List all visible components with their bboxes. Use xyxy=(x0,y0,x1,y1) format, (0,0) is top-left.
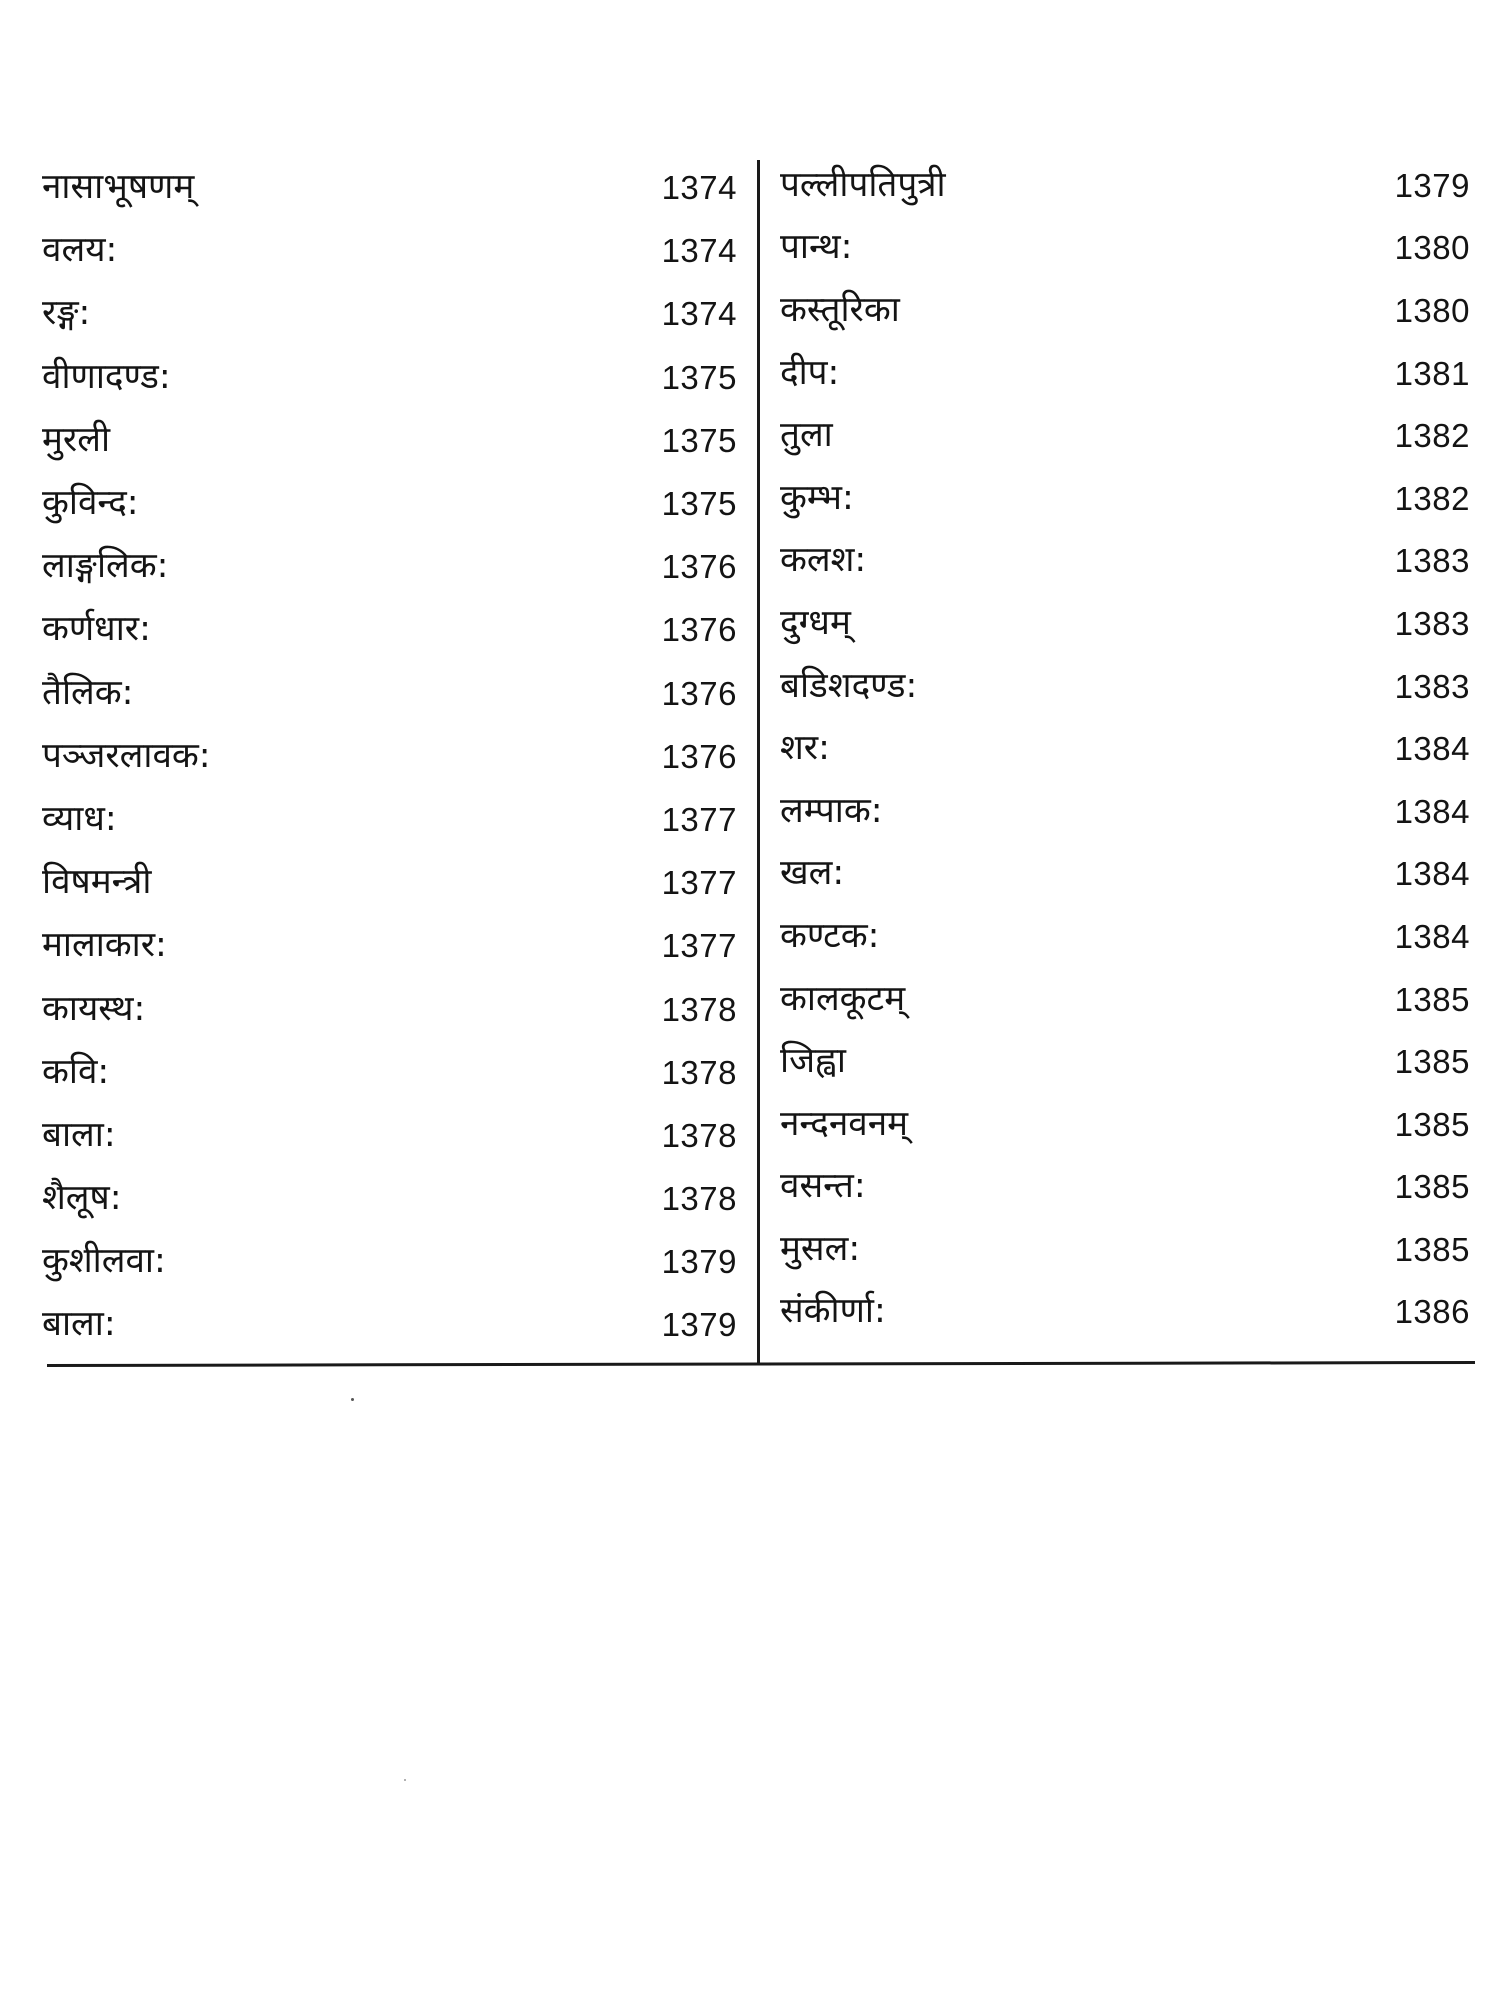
entry-term: कायस्थ: xyxy=(42,988,146,1029)
entry-term: नासाभूषणम् xyxy=(42,167,195,208)
entry-term: व्याध: xyxy=(42,798,117,839)
entry-term: लाङ्गलिक: xyxy=(42,546,169,587)
index-entry xyxy=(42,535,737,598)
scan-speck xyxy=(351,1398,354,1401)
index-entry xyxy=(780,404,1470,467)
entry-term: पञ्जरलावक: xyxy=(42,735,211,776)
entry-page-number: 1384 xyxy=(1394,792,1470,830)
index-entry xyxy=(42,472,737,535)
entry-term: खल: xyxy=(780,853,845,894)
index-entry xyxy=(42,1041,737,1104)
entry-page-number: 1385 xyxy=(1394,1043,1470,1081)
entry-term: जिह्वा xyxy=(780,1041,846,1082)
index-entry xyxy=(42,1293,737,1356)
index-entry xyxy=(780,1218,1470,1281)
entry-term: कुविन्द: xyxy=(42,483,139,524)
entry-term: कर्णधार: xyxy=(42,609,151,650)
bottom-rule xyxy=(47,1361,1475,1367)
entry-page-number: 1383 xyxy=(1394,667,1470,705)
entry-page-number: 1378 xyxy=(661,1116,737,1154)
entry-page-number: 1385 xyxy=(1394,980,1470,1018)
index-entry xyxy=(42,851,737,914)
index-entry xyxy=(780,1030,1470,1093)
index-entry xyxy=(42,346,737,409)
index-entry xyxy=(42,282,737,345)
entry-page-number: 1386 xyxy=(1394,1293,1470,1331)
entry-page-number: 1382 xyxy=(1394,417,1470,455)
entry-page-number: 1379 xyxy=(1394,166,1470,204)
entry-page-number: 1384 xyxy=(1394,917,1470,955)
entry-term: मुरली xyxy=(42,419,111,460)
entry-page-number: 1376 xyxy=(661,737,737,775)
entry-page-number: 1383 xyxy=(1394,604,1470,642)
entry-term: बडिशदण्ड: xyxy=(780,665,918,706)
entry-term: तैलिक: xyxy=(42,672,134,713)
entry-page-number: 1384 xyxy=(1394,855,1470,893)
entry-page-number: 1378 xyxy=(661,1053,737,1091)
entry-page-number: 1376 xyxy=(661,674,737,712)
entry-term: कवि: xyxy=(42,1051,110,1092)
entry-page-number: 1380 xyxy=(1394,229,1470,267)
entry-page-number: 1382 xyxy=(1394,479,1470,517)
entry-term: दीप: xyxy=(780,352,840,393)
index-entry xyxy=(780,467,1470,530)
entry-page-number: 1375 xyxy=(661,358,737,396)
index-entry xyxy=(42,219,737,282)
entry-page-number: 1379 xyxy=(661,1243,737,1281)
entry-term: कलश: xyxy=(780,540,867,581)
entry-term: मुसल: xyxy=(780,1228,861,1269)
index-entry xyxy=(780,530,1470,593)
entry-page-number: 1379 xyxy=(661,1306,737,1344)
entry-page-number: 1377 xyxy=(661,927,737,965)
entry-page-number: 1375 xyxy=(661,485,737,523)
index-entry xyxy=(780,655,1470,718)
index-column-right xyxy=(780,154,1470,1343)
entry-term: बाला: xyxy=(42,1114,116,1155)
index-entry xyxy=(42,156,737,219)
entry-page-number: 1385 xyxy=(1394,1230,1470,1268)
index-entry xyxy=(780,1156,1470,1219)
entry-term: तुला xyxy=(780,415,833,456)
index-entry xyxy=(780,279,1470,342)
entry-page-number: 1375 xyxy=(661,421,737,459)
entry-term: मालाकार: xyxy=(42,925,167,966)
entry-term: शैलूष: xyxy=(42,1178,122,1219)
entry-term: लम्पाक: xyxy=(780,790,883,831)
index-entry xyxy=(780,717,1470,780)
entry-page-number: 1378 xyxy=(661,990,737,1028)
entry-term: दुग्धम् xyxy=(780,602,851,643)
entry-page-number: 1380 xyxy=(1394,291,1470,329)
index-entry xyxy=(42,914,737,977)
entry-term: नन्दनवनम् xyxy=(780,1103,909,1144)
index-entry xyxy=(42,1230,737,1293)
entry-term: वलय: xyxy=(42,230,118,271)
index-entry xyxy=(780,154,1470,217)
entry-term: कुम्भ: xyxy=(780,477,854,518)
entry-term: कण्टक: xyxy=(780,915,880,956)
entry-page-number: 1377 xyxy=(661,800,737,838)
index-entry xyxy=(780,905,1470,968)
index-entry xyxy=(42,1167,737,1230)
entry-term: संकीर्णा: xyxy=(780,1291,886,1332)
index-entry xyxy=(42,725,737,788)
index-entry xyxy=(42,598,737,661)
index-entry xyxy=(42,409,737,472)
index-entry xyxy=(780,968,1470,1031)
entry-page-number: 1383 xyxy=(1394,542,1470,580)
entry-page-number: 1374 xyxy=(661,232,737,270)
entry-term: कालकूटम् xyxy=(780,978,906,1019)
index-column-left xyxy=(42,156,737,1357)
index-entry xyxy=(780,843,1470,906)
index-entry xyxy=(780,217,1470,280)
entry-page-number: 1378 xyxy=(661,1180,737,1218)
index-entry xyxy=(42,1104,737,1167)
entry-page-number: 1377 xyxy=(661,864,737,902)
entry-page-number: 1381 xyxy=(1394,354,1470,392)
entry-term: रङ्ग: xyxy=(42,293,91,334)
entry-term: बाला: xyxy=(42,1304,116,1345)
entry-page-number: 1376 xyxy=(661,548,737,586)
entry-term: विषमन्त्री xyxy=(42,862,152,903)
index-entry xyxy=(780,1281,1470,1344)
index-entry xyxy=(780,780,1470,843)
scan-speck xyxy=(404,1779,406,1781)
index-entry xyxy=(780,1093,1470,1156)
entry-term: पान्थ: xyxy=(780,227,853,268)
index-entry xyxy=(42,662,737,725)
entry-term: शर: xyxy=(780,728,830,769)
entry-page-number: 1384 xyxy=(1394,730,1470,768)
column-divider xyxy=(757,160,760,1365)
entry-term: वसन्त: xyxy=(780,1166,866,1207)
entry-term: कुशीलवा: xyxy=(42,1241,166,1282)
entry-term: पल्लीपतिपुत्री xyxy=(780,164,946,205)
index-entry xyxy=(780,592,1470,655)
entry-page-number: 1385 xyxy=(1394,1168,1470,1206)
entry-page-number: 1374 xyxy=(661,295,737,333)
entry-page-number: 1374 xyxy=(661,169,737,207)
index-entry xyxy=(42,977,737,1040)
entry-term: कस्तूरिका xyxy=(780,289,900,330)
entry-page-number: 1376 xyxy=(661,611,737,649)
index-entry xyxy=(780,342,1470,405)
entry-page-number: 1385 xyxy=(1394,1105,1470,1143)
index-entry xyxy=(42,788,737,851)
entry-term: वीणादण्ड: xyxy=(42,356,171,397)
